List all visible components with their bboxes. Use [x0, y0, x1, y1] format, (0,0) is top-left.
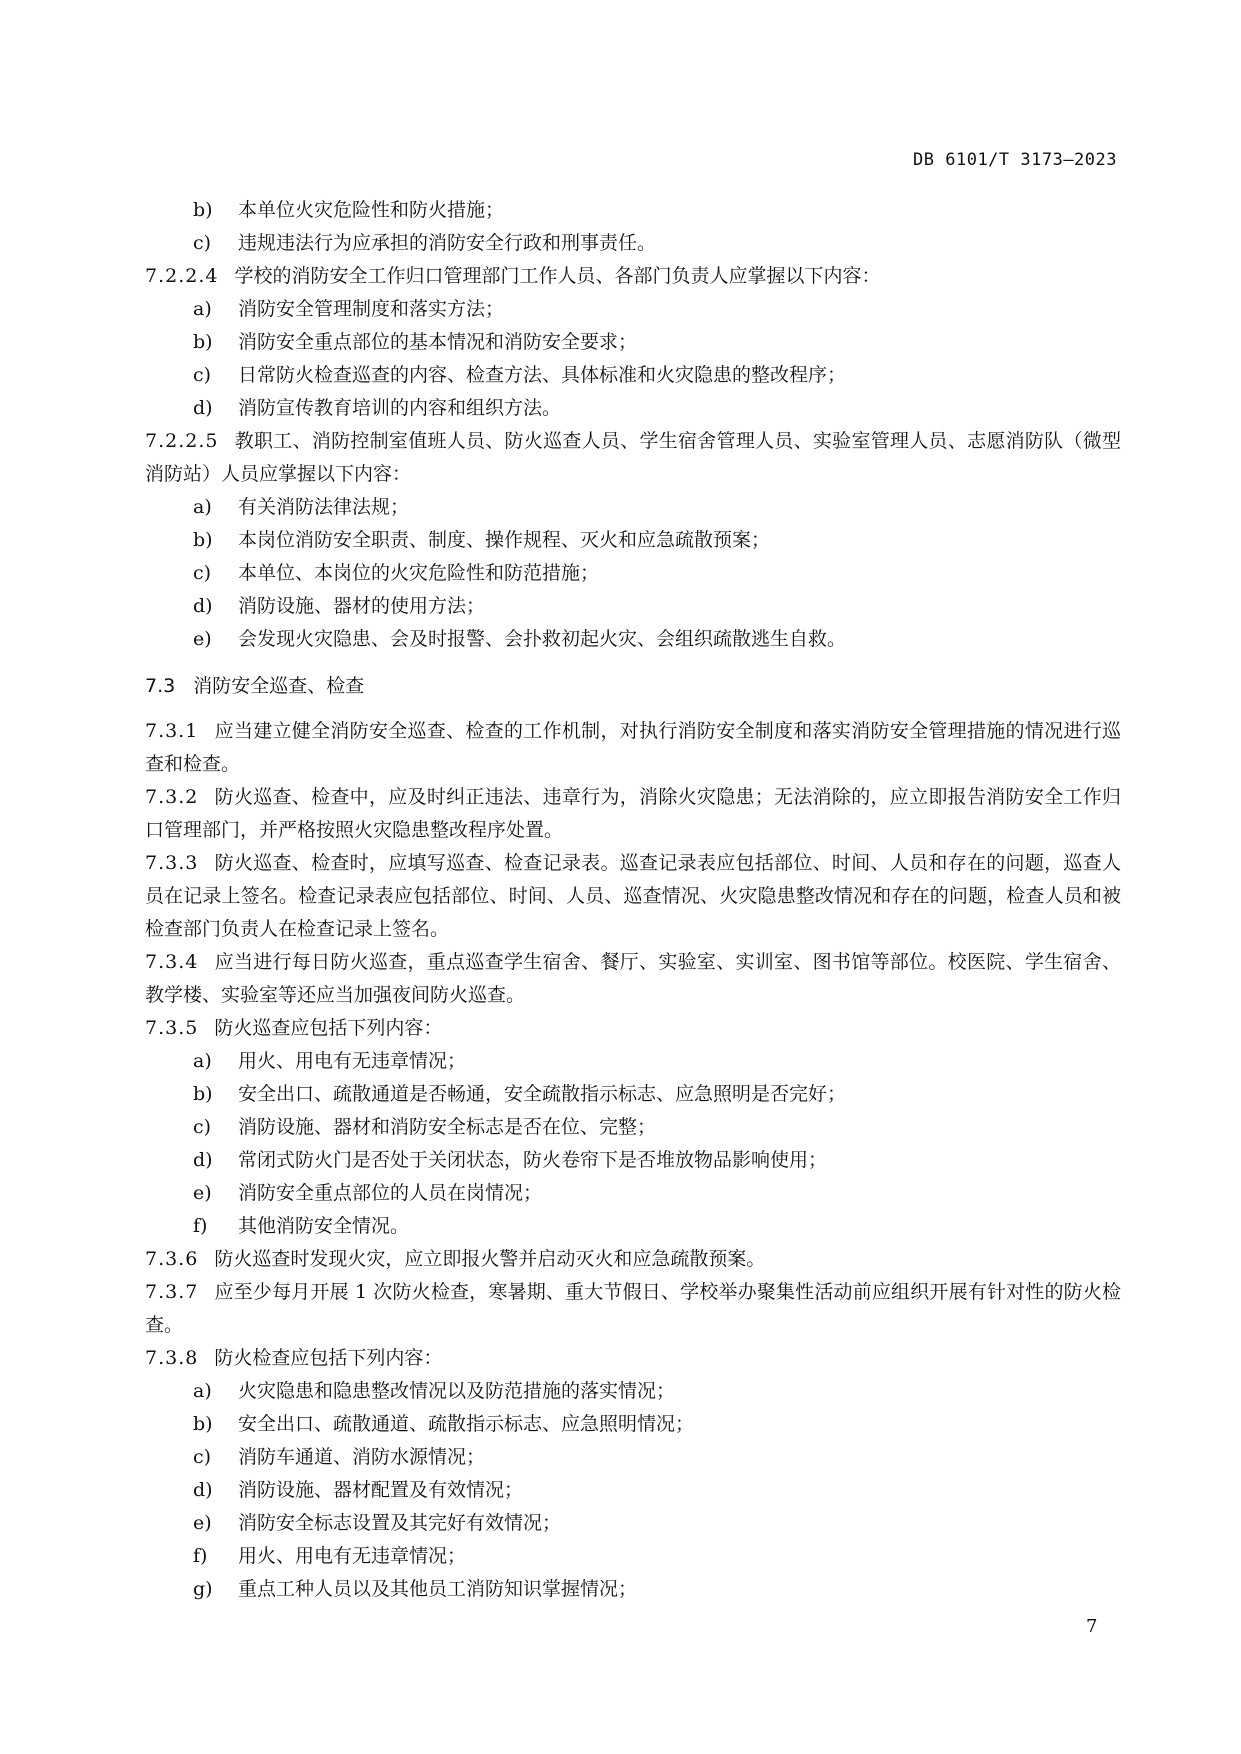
list-item-label: d): [193, 1149, 213, 1171]
list-item-label: c): [193, 232, 212, 254]
list-item-text: 有关消防法律法规；: [238, 496, 410, 518]
paragraph-number: 7.3.3: [145, 852, 199, 874]
list-item-text: 消防宣传教育培训的内容和组织方法。: [238, 397, 562, 419]
list-item-label: c): [193, 1446, 212, 1468]
list-item-text: 本单位、本岗位的火灾危险性和防范措施；: [238, 562, 600, 584]
list-item: [145, 590, 1121, 623]
list-item-label: f): [193, 1215, 208, 1237]
list-item-label: f): [193, 1545, 208, 1567]
list-item-text: 重点工种人员以及其他员工消防知识掌握情况；: [238, 1578, 638, 1600]
list-item-text: 安全出口、疏散通道、疏散指示标志、应急照明情况；: [238, 1413, 695, 1435]
paragraph-number: 7.3.4: [145, 951, 199, 973]
section-heading: [145, 670, 1121, 703]
list-item-text: 日常防火检查巡查的内容、检查方法、具体标准和火灾隐患的整改程序；: [238, 364, 847, 386]
list-item: [145, 1474, 1121, 1507]
list-item: [145, 1540, 1121, 1573]
list-item-label: e): [193, 628, 212, 650]
list-item-text: 火灾隐患和隐患整改情况以及防范措施的落实情况；: [238, 1380, 676, 1402]
list-item-text: 消防安全标志设置及其完好有效情况；: [238, 1512, 562, 1534]
list-item: [145, 1210, 1121, 1243]
list-item: [145, 326, 1121, 359]
list-item: [145, 491, 1121, 524]
list-item: [145, 1144, 1121, 1177]
list-item: [145, 392, 1121, 425]
list-item-text: 违规违法行为应承担的消防安全行政和刑事责任。: [238, 232, 657, 254]
list-item-label: a): [193, 1380, 212, 1402]
clause-text: 学校的消防安全工作归口管理部门工作人员、各部门负责人应掌握以下内容：: [234, 265, 881, 287]
list-item-text: 消防安全管理制度和落实方法；: [238, 298, 505, 320]
list-item-label: b): [193, 1413, 213, 1435]
list-item: [145, 194, 1121, 227]
list-item: [145, 1408, 1121, 1441]
list-item-label: c): [193, 562, 212, 584]
paragraph-text: 应当进行每日防火巡查，重点巡查学生宿舍、餐厅、实验室、实训室、图书馆等部位。校医院、学生宿舍、教学楼、实验室等还应当加强夜间防火巡查。: [145, 951, 1121, 1006]
list-item: [145, 1573, 1121, 1606]
list-item: [145, 1441, 1121, 1474]
list-item-text: 消防设施、器材配置及有效情况；: [238, 1479, 524, 1501]
list-item-text: 本岗位消防安全职责、制度、操作规程、灭火和应急疏散预案；: [238, 529, 771, 551]
paragraph-text: 应至少每月开展 1 次防火检查，寒暑期、重大节假日、学校举办聚集性活动前应组织开展有针对性的防火检查。: [145, 1281, 1121, 1336]
list-item-text: 安全出口、疏散通道是否畅通，安全疏散指示标志、应急照明是否完好；: [238, 1083, 847, 1105]
list-item-label: b): [193, 331, 213, 353]
section-number: 7.3: [145, 675, 176, 697]
paragraph-7.3.8: [145, 1342, 1121, 1375]
list-item-label: d): [193, 397, 213, 419]
paragraph-7.3.5: [145, 1012, 1121, 1045]
list-item-text: 消防车通道、消防水源情况；: [238, 1446, 486, 1468]
list-item-text: 常闭式防火门是否处于关闭状态，防火卷帘下是否堆放物品影响使用；: [238, 1149, 828, 1171]
paragraph-number: 7.3.6: [145, 1248, 199, 1270]
paragraph-number: 7.3.5: [145, 1017, 199, 1039]
paragraph-text: 防火检查应包括下列内容：: [214, 1347, 443, 1369]
clause-number: 7.2.2.4: [145, 265, 219, 287]
list-item: [145, 557, 1121, 590]
list-item: [145, 359, 1121, 392]
list-item-label: g): [193, 1578, 213, 1600]
paragraph-number: 7.3.1: [145, 720, 199, 742]
paragraph-text: 防火巡查时发现火灾，应立即报火警并启动灭火和应急疏散预案。: [214, 1248, 766, 1270]
paragraph-text: 应当建立健全消防安全巡查、检查的工作机制，对执行消防安全制度和落实消防安全管理措施的情况进行巡查和检查。: [145, 720, 1121, 775]
paragraph-7.3.7: [145, 1276, 1121, 1342]
list-item: [145, 1375, 1121, 1408]
paragraph-7.3.2: [145, 781, 1121, 847]
clause-7.2.2.5: [145, 425, 1121, 491]
paragraph-number: 7.3.2: [145, 786, 199, 808]
clause-text: 教职工、消防控制室值班人员、防火巡查人员、学生宿舍管理人员、实验室管理人员、志愿消防队（微型消防站）人员应掌握以下内容：: [145, 430, 1121, 485]
list-item: [145, 623, 1121, 656]
list-item-label: b): [193, 1083, 213, 1105]
list-item-label: b): [193, 529, 213, 551]
document-code-header: DB 6101/T 3173—2023: [913, 150, 1117, 170]
paragraph-text: 防火巡查、检查时，应填写巡查、检查记录表。巡查记录表应包括部位、时间、人员和存在的问题，巡查人员在记录上签名。检查记录表应包括部位、时间、人员、巡查情况、火灾隐患整改情况和存在的问题，检查人员和被检查部门负责人在检查记录上签名。: [145, 852, 1121, 940]
list-item-text: 消防设施、器材的使用方法；: [238, 595, 486, 617]
list-item-text: 本单位火灾危险性和防火措施；: [238, 199, 505, 221]
paragraph-7.3.4: [145, 946, 1121, 1012]
list-item-label: d): [193, 595, 213, 617]
list-item-text: 用火、用电有无违章情况；: [238, 1050, 467, 1072]
list-item-label: a): [193, 298, 212, 320]
paragraph-7.3.1: [145, 715, 1121, 781]
section-title: 消防安全巡查、检查: [193, 675, 365, 697]
list-item: [145, 1078, 1121, 1111]
document-body: [145, 194, 1121, 1606]
clause-7.2.2.4: [145, 260, 1121, 293]
list-item-text: 用火、用电有无违章情况；: [238, 1545, 467, 1567]
list-item: [145, 524, 1121, 557]
list-item-label: b): [193, 199, 213, 221]
list-item-text: 消防安全重点部位的人员在岗情况；: [238, 1182, 543, 1204]
list-item: [145, 1111, 1121, 1144]
paragraph-text: 防火巡查应包括下列内容：: [214, 1017, 443, 1039]
list-item-label: e): [193, 1182, 212, 1204]
list-item: [145, 1177, 1121, 1210]
list-item: [145, 227, 1121, 260]
paragraph-7.3.3: [145, 847, 1121, 946]
page-number: 7: [1086, 1616, 1098, 1637]
list-item-text: 消防设施、器材和消防安全标志是否在位、完整；: [238, 1116, 657, 1138]
list-item-label: a): [193, 1050, 212, 1072]
list-item-text: 会发现火灾隐患、会及时报警、会扑救初起火灾、会组织疏散逃生自救。: [238, 628, 847, 650]
list-item-text: 消防安全重点部位的基本情况和消防安全要求；: [238, 331, 638, 353]
list-item: [145, 1045, 1121, 1078]
list-item-label: c): [193, 1116, 212, 1138]
list-item-label: e): [193, 1512, 212, 1534]
list-item-text: 其他消防安全情况。: [238, 1215, 410, 1237]
paragraph-number: 7.3.8: [145, 1347, 199, 1369]
list-item: [145, 293, 1121, 326]
clause-number: 7.2.2.5: [145, 430, 219, 452]
list-item-label: d): [193, 1479, 213, 1501]
paragraph-7.3.6: [145, 1243, 1121, 1276]
list-item: [145, 1507, 1121, 1540]
paragraph-text: 防火巡查、检查中，应及时纠正违法、违章行为，消除火灾隐患；无法消除的，应立即报告消防安全工作归口管理部门，并严格按照火灾隐患整改程序处置。: [145, 786, 1121, 841]
list-item-label: a): [193, 496, 212, 518]
paragraph-number: 7.3.7: [145, 1281, 199, 1303]
list-item-label: c): [193, 364, 212, 386]
